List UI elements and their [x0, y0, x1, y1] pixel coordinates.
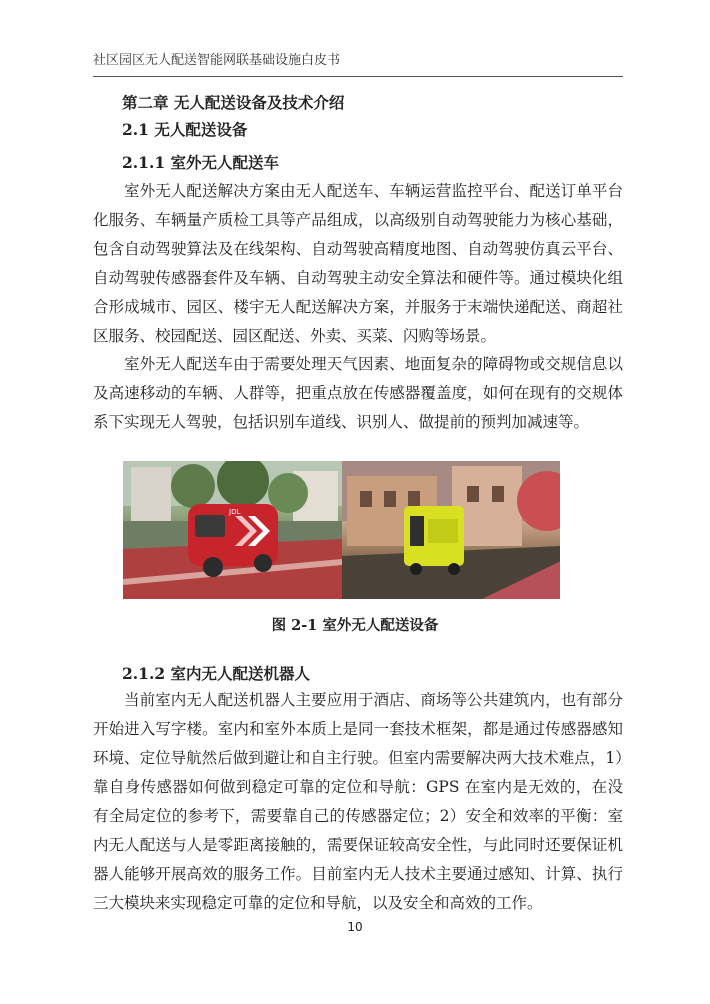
photo-red-delivery-vehicle [123, 461, 342, 599]
page-number: 10 [347, 920, 363, 934]
yellow-vehicle-illustration [342, 461, 561, 599]
paragraph-outdoor-2: 室外无人配送车由于需要处理天气因素、地面复杂的障碍物或交规信息以及高速移动的车辆、人群等，把重点放在传感器覆盖度，如何在现有的交规体系下实现无人驾驶，包括识别车道线、识别人、做提前的预判加减速等。 [93, 355, 623, 431]
subsection-title-indoor: 2.1.2 室内无人配送机器人 [122, 664, 311, 683]
red-vehicle-illustration [123, 461, 342, 599]
figure-outdoor-vehicles [123, 461, 560, 599]
section-title: 2.1 无人配送设备 [122, 120, 248, 139]
photo-yellow-delivery-vehicle [342, 461, 561, 599]
vehicle-badge: JDL [229, 508, 241, 516]
figure-caption: 图 2-1 室外无人配送设备 [271, 617, 439, 634]
paragraph-outdoor-1: 室外无人配送解决方案由无人配送车、车辆运营监控平台、配送订单平台化服务、车辆量产质检工具等产品组成，以高级别自动驾驶能力为核心基础，包含自动驾驶算法及在线架构、自动驾驶高精度地图、自动驾驶仿真云平台、自动驾驶传感器套件及车辆、自动驾驶主动安全算法和硬件等。通过模块化组合形成城市、园区、楼宇无人配送解决方案，并服务于末端快递配送、商超社区服务、校园配送、园区配送、外卖、买菜、闪购等场景。 [93, 182, 623, 345]
chapter-title: 第二章 无人配送设备及技术介绍 [122, 93, 345, 112]
paragraph-indoor-1: 当前室内无人配送机器人主要应用于酒店、商场等公共建筑内，也有部分开始进入写字楼。室内和室外本质上是同一套技术框架，都是通过传感器感知环境、定位导航然后做到避让和自主行驶。但室内需要解决两大技术难点，1）靠自身传感器如何做到稳定可靠的定位和导航：GPS 在室内是无效的，在没有全局定位的参考下，需要靠自己的传感器定位；2）安全和效率的平衡：室内无人配送与人是零距离接触的，需要保证较高安全性，与此同时还要保证机器人能够开展高效的服务工作。目前室内无人技术主要通过感知、计算、执行三大模块来实现稳定可靠的定位和导航，以及安全和高效的工作。 [93, 691, 623, 912]
running-header: 社区园区无人配送智能网联基础设施白皮书 [93, 49, 623, 77]
subsection-title-outdoor: 2.1.1 室外无人配送车 [122, 153, 280, 172]
